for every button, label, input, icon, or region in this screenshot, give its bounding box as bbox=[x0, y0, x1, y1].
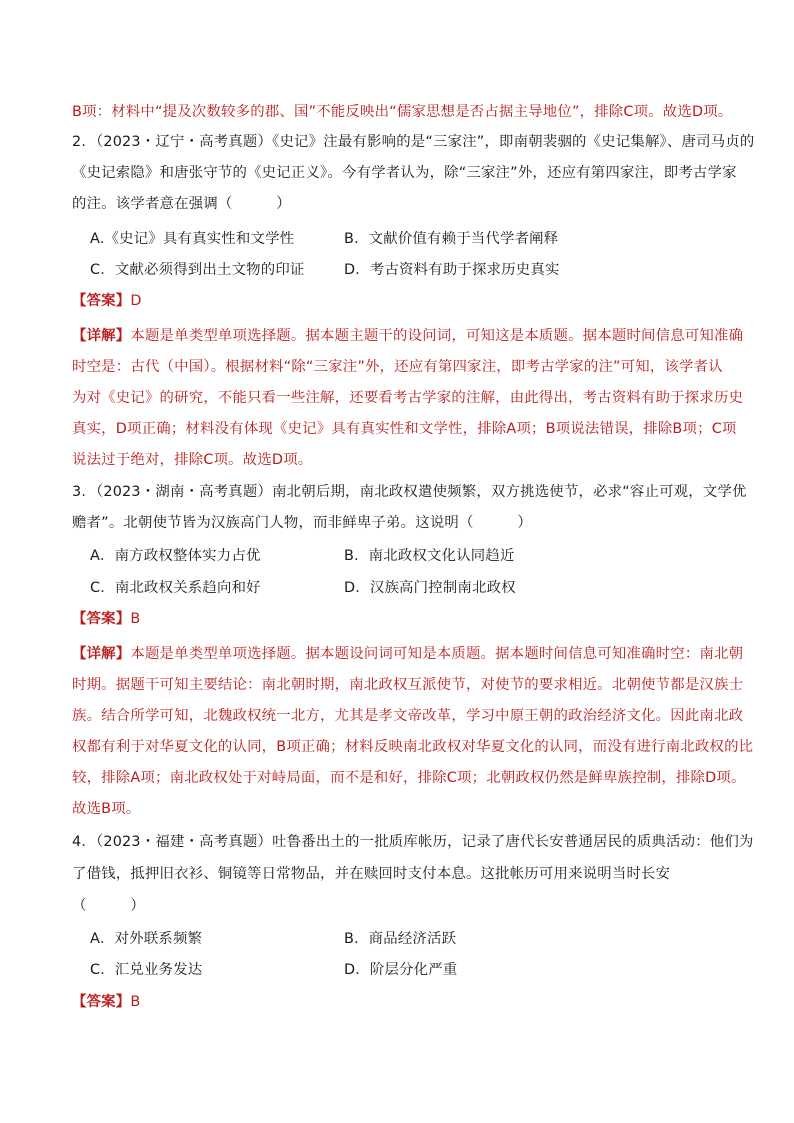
prev-question-note: B项：材料中“提及次数较多的郡、国”不能反映出“儒家思想是否占据主导地位”，排除C项。故选D项。 bbox=[72, 104, 733, 120]
q4-option-b: B．商品经济活跃 bbox=[344, 931, 457, 947]
q2-detail-line-3: 为对《史记》的研究，不能只看一些注解，还要看考古学家的注解，由此得出，考古资料有助于探求历史 bbox=[72, 390, 744, 406]
answer-tag: 【答案】 bbox=[72, 293, 131, 309]
q2-option-d: D．考古资料有助于探求历史真实 bbox=[344, 262, 560, 278]
q3-detail-line-2: 时期。据题干可知主要结论：南北朝时期，南北政权互派使节，对使节的要求相近。北朝使节都是汉族士 bbox=[72, 677, 744, 693]
q4-stem-line-2: 了借钱，抵押旧衣衫、铜镜等日常物品，并在赎回时支付本息。这批帐历可用来说明当时长安 bbox=[72, 866, 671, 882]
q2-answer bbox=[72, 291, 732, 311]
q3-detail-line-4: 权都有利于对华夏文化的认同，B项正确；材料反映南北政权对华夏文化的认同，而没有进行南北政权的比 bbox=[72, 739, 754, 755]
q2-stem-line-2: 《史记索隐》和唐张守节的《史记正义》。今有学者认为，除“三家注”外，还应有第四家注，即考古学家 bbox=[72, 165, 737, 181]
q3-option-a: A．南方政权整体实力占优 bbox=[90, 548, 261, 564]
detail-tag: 【详解】 bbox=[72, 646, 131, 662]
answer-tag: 【答案】 bbox=[72, 611, 131, 627]
q3-stem-line-2: 赡者”。北朝使节皆为汉族高门人物，而非鲜卑子弟。这说明（ ） bbox=[72, 515, 532, 531]
answer-value: D bbox=[130, 293, 142, 309]
q2-detail-line-5: 说法过于绝对，排除C项。故选D项。 bbox=[72, 452, 313, 468]
answer-value: B bbox=[130, 994, 141, 1010]
q3-option-b: B．南北政权文化认同趋近 bbox=[344, 548, 515, 564]
answer-tag: 【答案】 bbox=[72, 994, 131, 1010]
q3-answer bbox=[72, 609, 732, 629]
q2-stem-line-1: 2．（2023・辽宁・高考真题）《史记》注最有影响的是“三家注”，即南朝裴骃的《史记集解》、唐司马贞的 bbox=[72, 134, 755, 150]
answer-value: B bbox=[130, 611, 141, 627]
q2-option-b: B．文献价值有赖于当代学者阐释 bbox=[344, 231, 559, 247]
q3-detail-line-6: 故选B项。 bbox=[72, 801, 141, 817]
q4-answer bbox=[72, 992, 732, 1012]
q2-detail-line-4: 真实，D项正确；材料没有体现《史记》具有真实性和文学性，排除A项；B项说法错误，排除B项；C项 bbox=[72, 421, 737, 437]
q2-detail-line-1: 【详解】本题是单类型单项选择题。据本题主题干的设问词，可知这是本质题。据本题时间信息可知准确 bbox=[72, 328, 744, 344]
q4-option-a: A．对外联系频繁 bbox=[90, 931, 203, 947]
q3-stem-line-1: 3．（2023・湖南・高考真题）南北朝后期，南北政权遣使频繁，双方挑选使节，必求“容止可观，文学优 bbox=[72, 484, 747, 500]
q2-stem-line-3: 的注。该学者意在强调（ ） bbox=[72, 196, 291, 212]
q2-option-a: A.《史记》具有真实性和文学性 bbox=[90, 231, 295, 247]
q3-detail-line-1: 【详解】本题是单类型单项选择题。据本题设问词可知是本质题。据本题时间信息可知准确时空：南北朝 bbox=[72, 646, 744, 662]
q4-option-d: D．阶层分化严重 bbox=[344, 962, 458, 978]
q4-option-c: C．汇兑业务发达 bbox=[90, 962, 203, 978]
q3-option-d: D．汉族高门控制南北政权 bbox=[344, 580, 516, 596]
q2-detail-line-2: 时空是：古代（中国）。根据材料“除“三家注”外，还应有第四家注，即考古学家的注”可知，该学者认 bbox=[72, 359, 723, 375]
q4-stem-line-3: （ ） bbox=[72, 898, 145, 914]
q4-stem-line-1: 4．（2023・福建・高考真题）吐鲁番出土的一批质库帐历，记录了唐代长安普通居民的质典活动：他们为 bbox=[72, 834, 754, 850]
q3-detail-line-3: 族。结合所学可知，北魏政权统一北方，尤其是孝文帝改革，学习中原王朝的政治经济文化。因此南北政 bbox=[72, 708, 744, 724]
q2-option-c: C．文献必须得到出土文物的印证 bbox=[90, 262, 305, 278]
detail-tag: 【详解】 bbox=[72, 328, 131, 344]
q3-option-c: C．南北政权关系趋向和好 bbox=[90, 580, 261, 596]
q3-detail-line-5: 较，排除A项；南北政权处于对峙局面，而不是和好，排除C项；北朝政权仍然是鲜卑族控制，排除D项。 bbox=[72, 770, 746, 786]
